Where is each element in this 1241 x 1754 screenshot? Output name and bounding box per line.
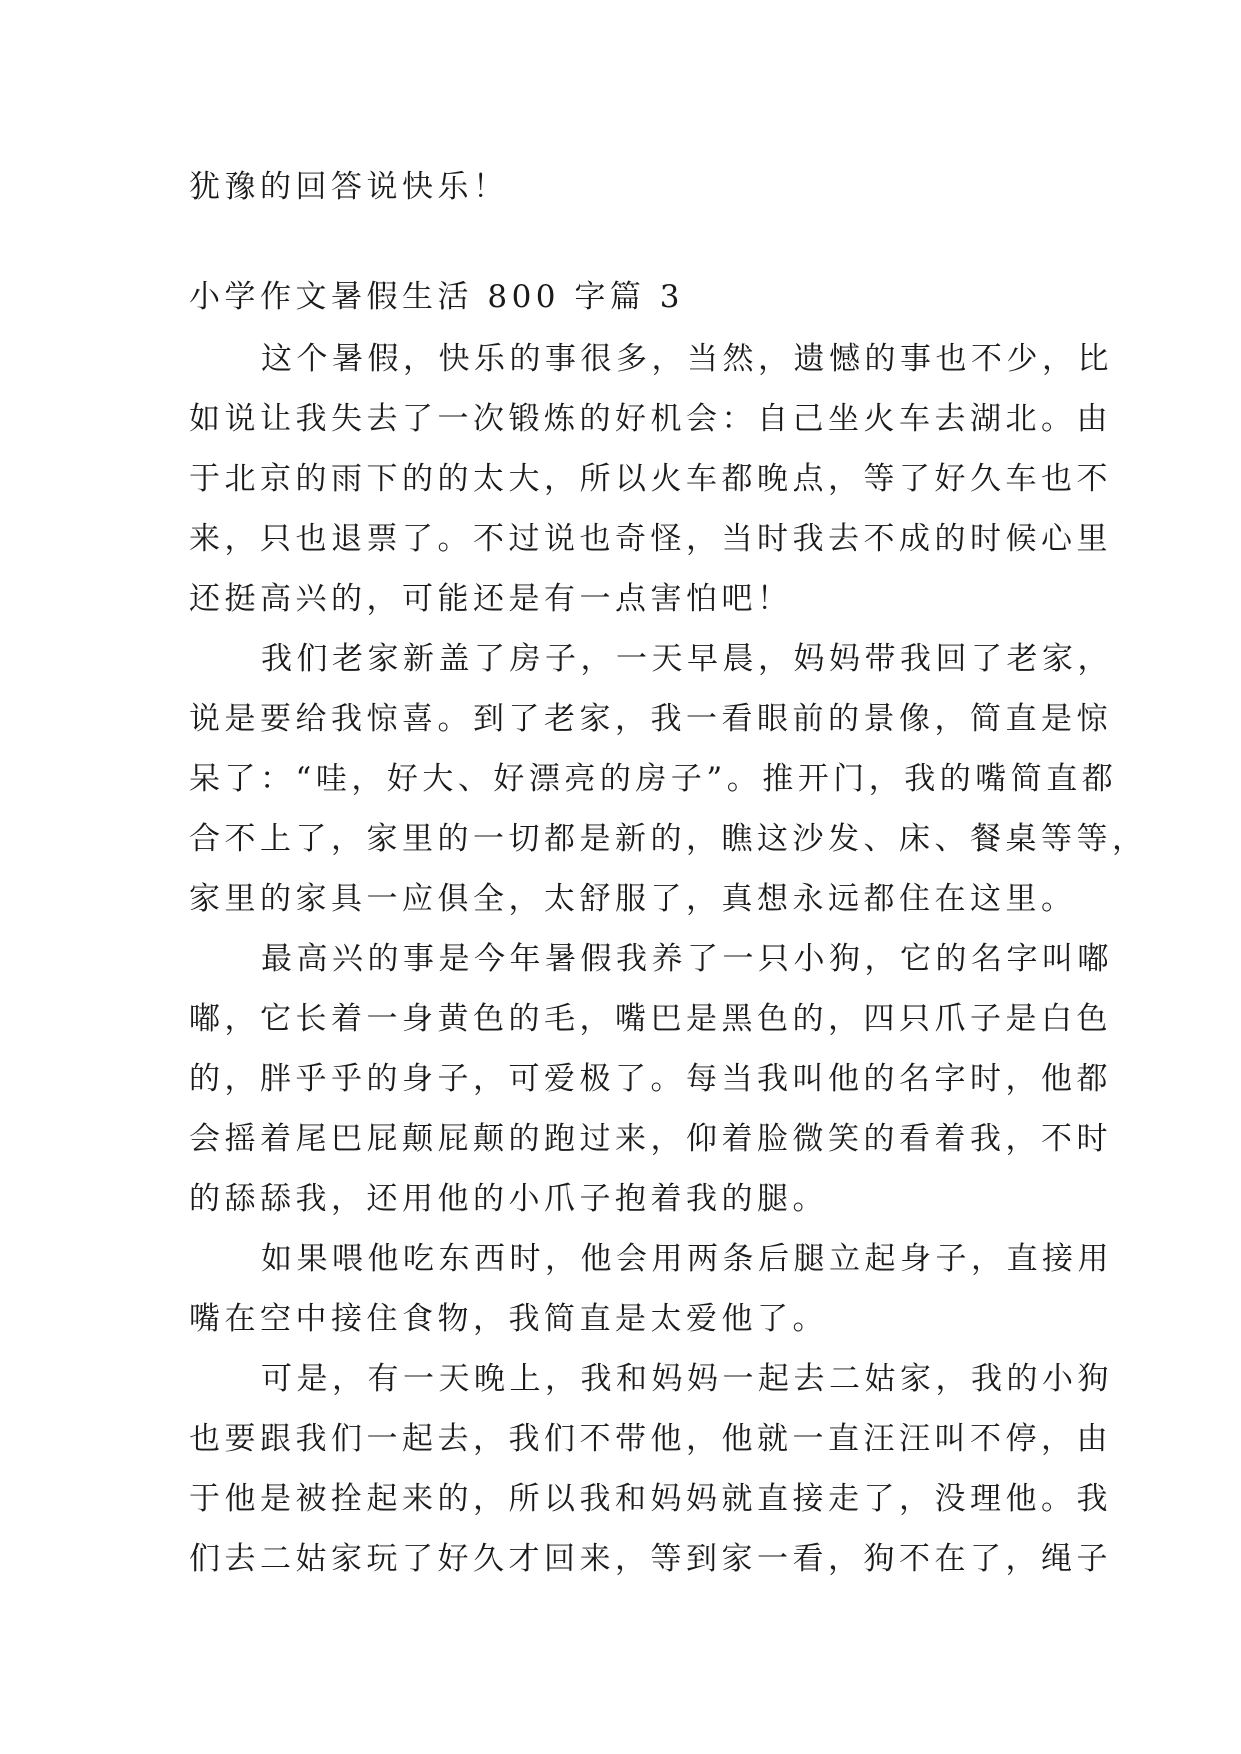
continuation-text	[189, 157, 1049, 217]
paragraph-line: 的舔舔我，还用他的小爪子抱着我的腿。	[189, 1181, 828, 1217]
paragraph-line: 嘟，它长着一身黄色的毛，嘴巴是黑色的，四只爪子是白色	[189, 1001, 1112, 1037]
paragraph-1	[189, 329, 1113, 629]
paragraph-4	[189, 1229, 1113, 1349]
section-title-text: 小学作文暑假生活 800 字篇 3	[189, 279, 684, 315]
paragraph-line: 这个暑假，快乐的事很多，当然，遗憾的事也不少，比	[261, 341, 1113, 377]
section-title	[189, 267, 1049, 327]
paragraph-line: 合不上了，家里的一切都是新的，瞧这沙发、床、餐桌等等，	[189, 821, 1148, 857]
paragraph-line: 还挺高兴的，可能还是有一点害怕吧！	[189, 581, 793, 617]
paragraph-line: 会摇着尾巴屁颠屁颠的跑过来，仰着脸微笑的看着我，不时	[189, 1121, 1112, 1157]
paragraph-line: 于北京的雨下的的太大，所以火车都晚点，等了好久车也不	[189, 461, 1112, 497]
paragraph-5	[189, 1349, 1113, 1589]
continuation-line: 犹豫的回答说快乐！	[189, 169, 509, 205]
paragraph-line: 可是，有一天晚上，我和妈妈一起去二姑家，我的小狗	[261, 1361, 1113, 1397]
paragraph-line: 如果喂他吃东西时，他会用两条后腿立起身子，直接用	[261, 1241, 1113, 1277]
paragraph-3	[189, 929, 1113, 1229]
paragraph-2	[189, 629, 1148, 929]
paragraph-line: 呆了：“哇，好大、好漂亮的房子”。推开门，我的嘴简直都	[189, 761, 1118, 797]
paragraph-line: 也要跟我们一起去，我们不带他，他就一直汪汪叫不停，由	[189, 1421, 1112, 1457]
paragraph-line: 说是要给我惊喜。到了老家，我一看眼前的景像，简直是惊	[189, 701, 1112, 737]
paragraph-line: 最高兴的事是今年暑假我养了一只小狗，它的名字叫嘟	[261, 941, 1113, 977]
paragraph-line: 来，只也退票了。不过说也奇怪，当时我去不成的时候心里	[189, 521, 1112, 557]
paragraph-line: 于他是被拴起来的，所以我和妈妈就直接走了，没理他。我	[189, 1481, 1112, 1517]
paragraph-line: 们去二姑家玩了好久才回来，等到家一看，狗不在了，绳子	[189, 1541, 1112, 1577]
article-body	[189, 329, 1148, 1589]
paragraph-line: 的，胖乎乎的身子，可爱极了。每当我叫他的名字时，他都	[189, 1061, 1112, 1097]
paragraph-line: 嘴在空中接住食物，我简直是太爱他了。	[189, 1301, 828, 1337]
paragraph-line: 我们老家新盖了房子，一天早晨，妈妈带我回了老家，	[261, 641, 1113, 677]
paragraph-line: 家里的家具一应俱全，太舒服了，真想永远都住在这里。	[189, 881, 1077, 917]
paragraph-line: 如说让我失去了一次锻炼的好机会：自己坐火车去湖北。由	[189, 401, 1112, 437]
